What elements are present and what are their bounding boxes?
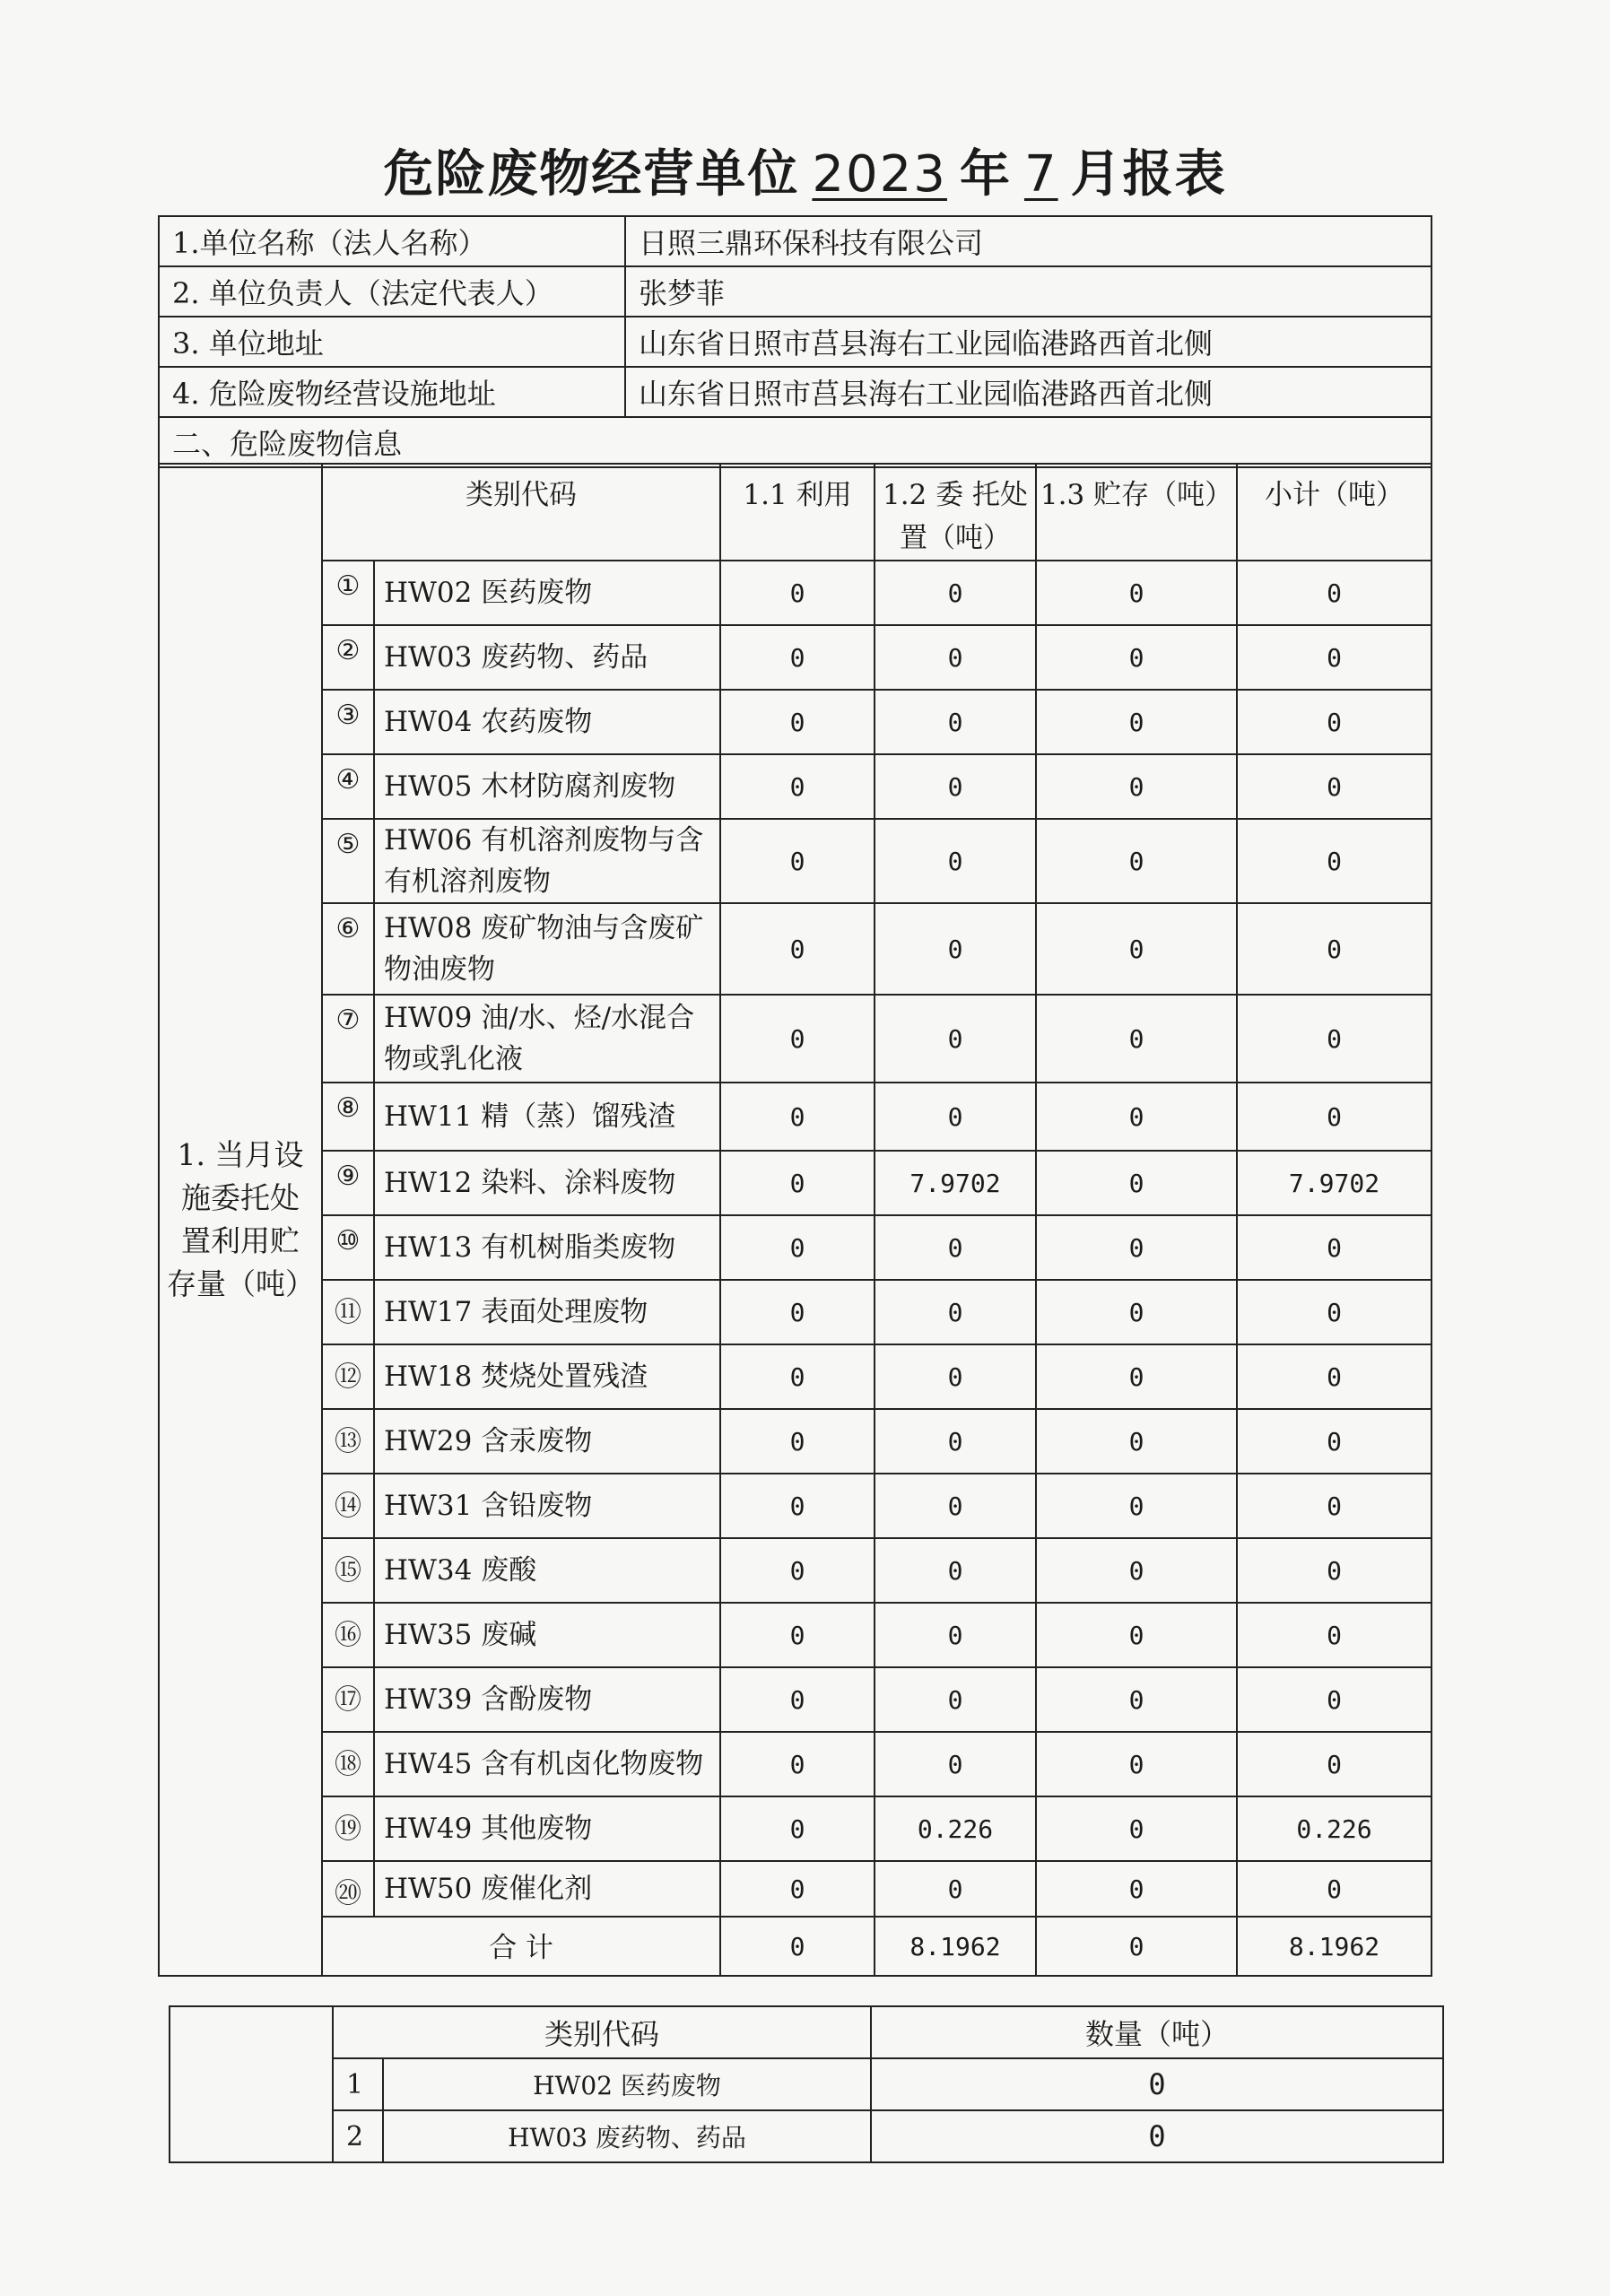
- value-store: 0: [1036, 1538, 1237, 1603]
- value-store: 0: [1036, 1861, 1237, 1917]
- category-index: ⑦: [322, 995, 374, 1083]
- value-use: 0: [720, 690, 875, 754]
- value-store: 0: [1036, 995, 1237, 1083]
- category-name: HW09 油/水、烃/水混合物或乳化液: [374, 995, 720, 1083]
- value-store: 0: [1036, 1280, 1237, 1344]
- value-dispose: 0: [875, 754, 1036, 819]
- value-subtotal: 0: [1237, 1603, 1432, 1667]
- category-index: ⑥: [322, 903, 374, 995]
- title-year-unit: 年: [959, 145, 1012, 204]
- total-row: [159, 1917, 1432, 1976]
- value-dispose: 0: [875, 1538, 1036, 1603]
- value-dispose: 0: [875, 1603, 1036, 1667]
- info-label: 4. 危险废物经营设施地址: [159, 367, 625, 417]
- category-name: HW35 废碱: [374, 1603, 720, 1667]
- category-index: ⑰: [322, 1667, 374, 1732]
- category-name: HW12 染料、涂料废物: [374, 1151, 720, 1215]
- value-dispose: 0: [875, 995, 1036, 1083]
- page-title: [0, 135, 1610, 206]
- category-row: [159, 1409, 1432, 1474]
- value-dispose: 0: [875, 903, 1036, 995]
- value-store: 0: [1036, 1732, 1237, 1796]
- category-row: [159, 1215, 1432, 1280]
- title-suffix: 月报表: [1070, 145, 1227, 204]
- category-row: [159, 995, 1432, 1083]
- value-use: 0: [720, 819, 875, 903]
- value-subtotal: 0: [1237, 1280, 1432, 1344]
- value-use: 0: [720, 754, 875, 819]
- value-subtotal: 0: [1237, 561, 1432, 625]
- category-index: ⑳: [322, 1861, 374, 1917]
- value-dispose: 0: [875, 1344, 1036, 1409]
- category-index: ⑭: [322, 1474, 374, 1538]
- title-prefix: 危险废物经营单位: [383, 145, 800, 204]
- category-name: HW49 其他废物: [374, 1796, 720, 1861]
- list-header-row: [170, 2006, 1443, 2058]
- value-subtotal: 0.226: [1237, 1796, 1432, 1861]
- category-row: [159, 1280, 1432, 1344]
- value-use: 0: [720, 995, 875, 1083]
- category-name: HW03 废药物、药品: [374, 625, 720, 690]
- category-row: [159, 625, 1432, 690]
- info-label: 1.单位名称（法人名称）: [159, 216, 625, 266]
- value-dispose: 0: [875, 1083, 1036, 1151]
- total-store: 0: [1036, 1917, 1237, 1976]
- value-subtotal: 0: [1237, 903, 1432, 995]
- section-header-row: [159, 417, 1432, 467]
- value-use: 0: [720, 1083, 875, 1151]
- category-index: ⑪: [322, 1280, 374, 1344]
- category-name: HW11 精（蒸）馏残渣: [374, 1083, 720, 1151]
- value-subtotal: 0: [1237, 1344, 1432, 1409]
- list-header-qty: 数量（吨）: [871, 2006, 1443, 2058]
- value-store: 0: [1036, 561, 1237, 625]
- value-subtotal: 0: [1237, 1409, 1432, 1474]
- value-store: 0: [1036, 625, 1237, 690]
- value-use: 0: [720, 1280, 875, 1344]
- info-value: 山东省日照市莒县海右工业园临港路西首北侧: [625, 367, 1432, 417]
- category-name: HW45 含有机卤化物废物: [374, 1732, 720, 1796]
- waste-list-table: [169, 2005, 1444, 2163]
- value-store: 0: [1036, 903, 1237, 995]
- category-index: ⑫: [322, 1344, 374, 1409]
- category-row: [159, 690, 1432, 754]
- value-dispose: 0: [875, 1409, 1036, 1474]
- total-use: 0: [720, 1917, 875, 1976]
- value-subtotal: 0: [1237, 1861, 1432, 1917]
- category-row: [159, 1083, 1432, 1151]
- value-use: 0: [720, 1667, 875, 1732]
- category-name: HW06 有机溶剂废物与含有机溶剂废物: [374, 819, 720, 903]
- list-row-qty: 0: [871, 2058, 1443, 2110]
- category-index: ⑮: [322, 1538, 374, 1603]
- value-store: 0: [1036, 1344, 1237, 1409]
- value-subtotal: 0: [1237, 819, 1432, 903]
- value-subtotal: 0: [1237, 1667, 1432, 1732]
- info-value: 山东省日照市莒县海右工业园临港路西首北侧: [625, 317, 1432, 367]
- side-label: 1. 当月设施委托处置利用贮存量（吨）: [159, 464, 322, 1976]
- category-index: ③: [322, 690, 374, 754]
- info-row: [159, 317, 1432, 367]
- value-use: 0: [720, 1409, 875, 1474]
- header-store: 1.3 贮存（吨）: [1036, 464, 1237, 561]
- category-row: [159, 1861, 1432, 1917]
- info-value: 日照三鼎环保科技有限公司: [625, 216, 1432, 266]
- category-index: ⑯: [322, 1603, 374, 1667]
- category-index: ⑤: [322, 819, 374, 903]
- value-dispose: 0: [875, 1280, 1036, 1344]
- value-store: 0: [1036, 1151, 1237, 1215]
- category-name: HW05 木材防腐剂废物: [374, 754, 720, 819]
- value-store: 0: [1036, 1667, 1237, 1732]
- value-dispose: 7.9702: [875, 1151, 1036, 1215]
- category-name: HW17 表面处理废物: [374, 1280, 720, 1344]
- category-row: [159, 1151, 1432, 1215]
- category-row: [159, 1603, 1432, 1667]
- list-side-cell: [170, 2006, 333, 2162]
- category-row: [159, 561, 1432, 625]
- unit-info-table: [158, 215, 1432, 468]
- value-subtotal: 0: [1237, 1215, 1432, 1280]
- category-index: ⑩: [322, 1215, 374, 1280]
- value-dispose: 0: [875, 1215, 1036, 1280]
- category-row: [159, 754, 1432, 819]
- value-subtotal: 0: [1237, 1538, 1432, 1603]
- value-use: 0: [720, 1344, 875, 1409]
- header-row: [159, 464, 1432, 561]
- value-store: 0: [1036, 1083, 1237, 1151]
- header-subtotal: 小计（吨）: [1237, 464, 1432, 561]
- value-subtotal: 0: [1237, 1474, 1432, 1538]
- value-store: 0: [1036, 1409, 1237, 1474]
- info-row: [159, 216, 1432, 266]
- category-row: [159, 819, 1432, 903]
- header-use: 1.1 利用: [720, 464, 875, 561]
- info-label: 3. 单位地址: [159, 317, 625, 367]
- value-subtotal: 0: [1237, 1083, 1432, 1151]
- category-name: HW29 含汞废物: [374, 1409, 720, 1474]
- value-store: 0: [1036, 1215, 1237, 1280]
- value-dispose: 0: [875, 819, 1036, 903]
- info-label: 2. 单位负责人（法定代表人）: [159, 266, 625, 317]
- value-dispose: 0.226: [875, 1796, 1036, 1861]
- category-name: HW39 含酚废物: [374, 1667, 720, 1732]
- info-row: [159, 367, 1432, 417]
- list-row-index: 2: [333, 2110, 383, 2162]
- category-row: [159, 1538, 1432, 1603]
- value-dispose: 0: [875, 1861, 1036, 1917]
- value-store: 0: [1036, 754, 1237, 819]
- value-dispose: 0: [875, 690, 1036, 754]
- value-use: 0: [720, 1474, 875, 1538]
- list-row: [170, 2058, 1443, 2110]
- value-dispose: 0: [875, 1667, 1036, 1732]
- category-index: ⑱: [322, 1732, 374, 1796]
- value-dispose: 0: [875, 1732, 1036, 1796]
- category-name: HW50 废催化剂: [374, 1861, 720, 1917]
- title-month: 7: [1023, 145, 1058, 204]
- title-year: 2023: [812, 145, 947, 204]
- category-index: ⑬: [322, 1409, 374, 1474]
- value-use: 0: [720, 1151, 875, 1215]
- value-subtotal: 0: [1237, 995, 1432, 1083]
- total-label: 合 计: [322, 1917, 720, 1976]
- value-subtotal: 0: [1237, 690, 1432, 754]
- category-name: HW13 有机树脂类废物: [374, 1215, 720, 1280]
- value-subtotal: 0: [1237, 1732, 1432, 1796]
- category-index: ⑲: [322, 1796, 374, 1861]
- value-use: 0: [720, 1732, 875, 1796]
- value-use: 0: [720, 1538, 875, 1603]
- value-use: 0: [720, 1215, 875, 1280]
- value-subtotal: 0: [1237, 754, 1432, 819]
- list-row-index: 1: [333, 2058, 383, 2110]
- category-index: ①: [322, 561, 374, 625]
- category-index: ②: [322, 625, 374, 690]
- list-row-qty: 0: [871, 2110, 1443, 2162]
- category-index: ⑨: [322, 1151, 374, 1215]
- value-store: 0: [1036, 1603, 1237, 1667]
- value-dispose: 0: [875, 625, 1036, 690]
- total-subtotal: 8.1962: [1237, 1917, 1432, 1976]
- category-name: HW04 农药废物: [374, 690, 720, 754]
- section-title: 二、危险废物信息: [159, 417, 1432, 467]
- info-value: 张梦菲: [625, 266, 1432, 317]
- header-dispose: 1.2 委 托处置（吨）: [875, 464, 1036, 561]
- category-name: HW31 含铅废物: [374, 1474, 720, 1538]
- header-category: 类别代码: [322, 464, 720, 561]
- category-row: [159, 903, 1432, 995]
- value-use: 0: [720, 1796, 875, 1861]
- list-row: [170, 2110, 1443, 2162]
- total-dispose: 8.1962: [875, 1917, 1036, 1976]
- value-store: 0: [1036, 819, 1237, 903]
- value-dispose: 0: [875, 561, 1036, 625]
- category-index: ⑧: [322, 1083, 374, 1151]
- category-name: HW34 废酸: [374, 1538, 720, 1603]
- category-row: [159, 1796, 1432, 1861]
- value-use: 0: [720, 1861, 875, 1917]
- category-row: [159, 1474, 1432, 1538]
- list-row-name: HW03 废药物、药品: [383, 2110, 871, 2162]
- list-row-name: HW02 医药废物: [383, 2058, 871, 2110]
- category-row: [159, 1344, 1432, 1409]
- value-subtotal: 7.9702: [1237, 1151, 1432, 1215]
- category-row: [159, 1732, 1432, 1796]
- category-name: HW18 焚烧处置残渣: [374, 1344, 720, 1409]
- value-subtotal: 0: [1237, 625, 1432, 690]
- value-use: 0: [720, 625, 875, 690]
- list-header-category: 类别代码: [333, 2006, 871, 2058]
- value-use: 0: [720, 1603, 875, 1667]
- value-dispose: 0: [875, 1474, 1036, 1538]
- value-store: 0: [1036, 1474, 1237, 1538]
- value-store: 0: [1036, 1796, 1237, 1861]
- value-store: 0: [1036, 690, 1237, 754]
- category-index: ④: [322, 754, 374, 819]
- category-name: HW08 废矿物油与含废矿物油废物: [374, 903, 720, 995]
- category-name: HW02 医药废物: [374, 561, 720, 625]
- value-use: 0: [720, 903, 875, 995]
- info-row: [159, 266, 1432, 317]
- category-row: [159, 1667, 1432, 1732]
- waste-quantity-table: [158, 463, 1432, 1977]
- value-use: 0: [720, 561, 875, 625]
